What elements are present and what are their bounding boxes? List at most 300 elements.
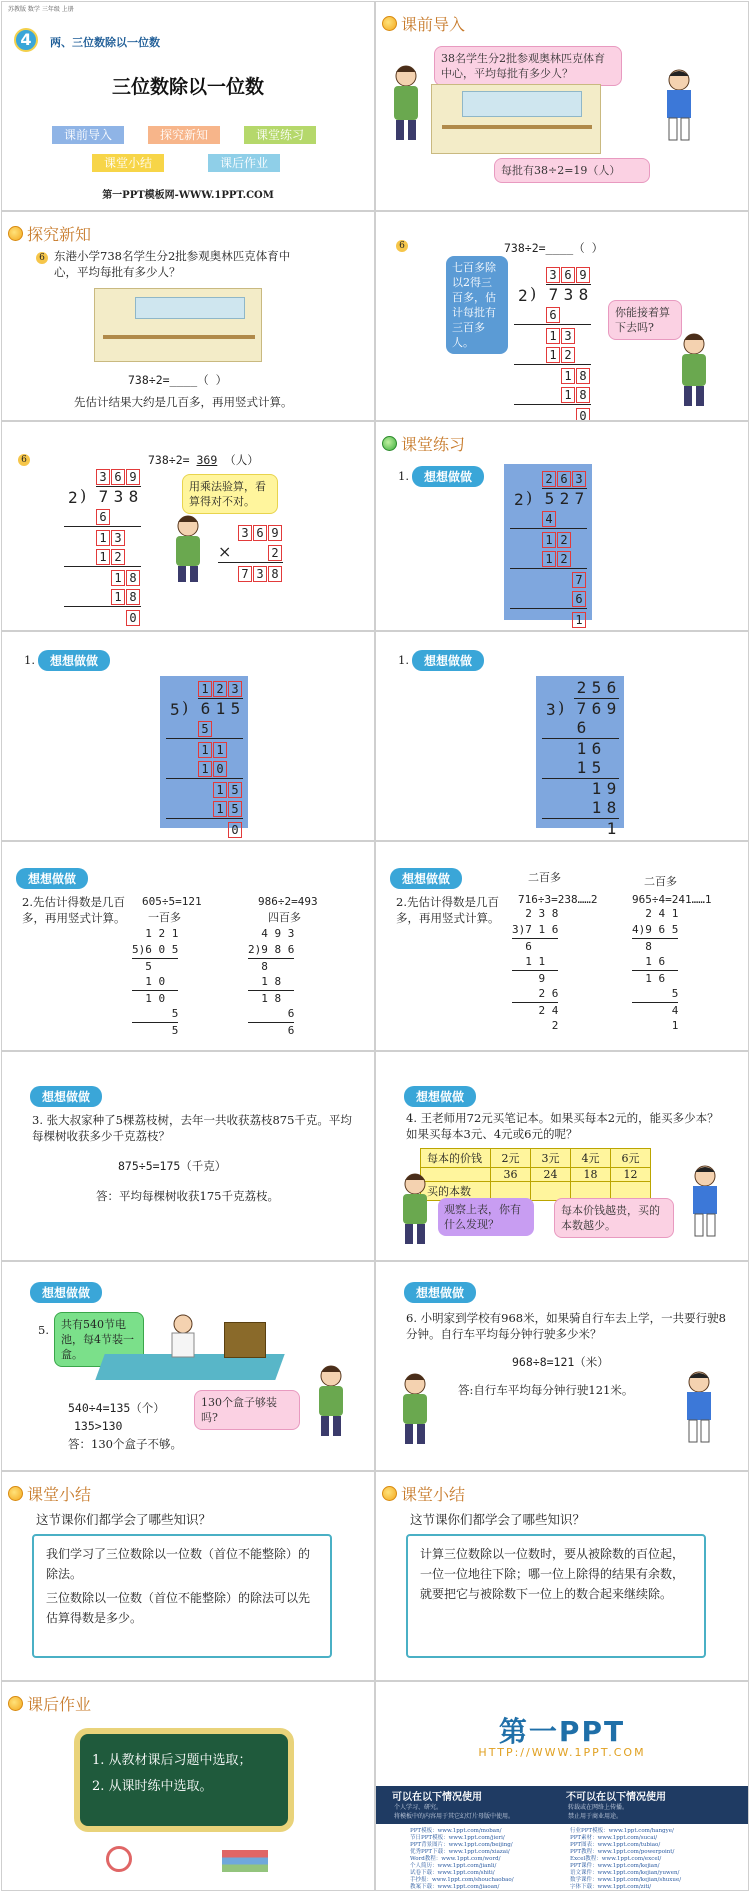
calc-row — [542, 798, 619, 818]
digit-box: 4 — [542, 511, 556, 527]
digit-box: 1 — [213, 801, 227, 817]
dividend-row — [64, 486, 141, 506]
slide-4-division — [375, 211, 749, 421]
dividend-row — [166, 698, 243, 718]
credit-link[interactable]: PPT课件：www.1ppt.com/kejian/ — [570, 1863, 660, 1869]
homework-item-2: 2. 从课时练中选取。 — [92, 1779, 213, 1794]
table-cell: 每本的价钱 — [421, 1149, 491, 1168]
long-division — [542, 678, 619, 838]
slide-5-check — [1, 421, 375, 631]
digit-box: 2 — [561, 347, 575, 363]
slide-16-summary — [375, 1471, 749, 1681]
nav-item-summary[interactable]: 课堂小结 — [92, 154, 164, 172]
digit-box: 7 — [238, 566, 252, 582]
equation — [148, 452, 259, 468]
boy-figure — [682, 1368, 716, 1444]
digit: 6 — [591, 739, 602, 758]
section-heading — [8, 222, 91, 245]
digit-box: 1 — [561, 368, 575, 384]
digit-box: 0 — [126, 610, 140, 626]
slide-3-explore — [1, 211, 375, 421]
calc-row — [510, 588, 587, 608]
section-heading — [382, 1482, 465, 1505]
cannot-use-item-1: 转载或在网络上传播。 — [568, 1804, 629, 1811]
nav-item-intro[interactable]: 课前导入 — [52, 126, 124, 144]
digit-box: 3 — [253, 566, 267, 582]
teacher-figure — [314, 1362, 348, 1438]
think-do-tag: 想想做做 — [38, 650, 110, 671]
calc-row — [64, 586, 141, 606]
calc-row — [64, 506, 141, 526]
digit-box: 1 — [198, 761, 212, 777]
digit-box: 6 — [96, 509, 110, 525]
digit-box: 6 — [253, 525, 267, 541]
credit-link[interactable]: PPT素材：www.1ppt.com/sucai/ — [570, 1835, 658, 1841]
calc-row — [514, 384, 591, 404]
teacher-figure — [398, 1370, 432, 1446]
calc-line: 8 — [248, 958, 294, 974]
calc-line: 1 — [632, 1019, 679, 1032]
digit: 1 — [591, 779, 602, 798]
times-sign: × — [218, 542, 232, 561]
section-heading — [382, 432, 465, 455]
division-bracket: ) — [80, 486, 87, 505]
finding-bubble: 每本价钱越贵，买的本数越少。 — [554, 1198, 674, 1238]
nav-item-practice[interactable]: 课堂练习 — [244, 126, 316, 144]
table-cell: 2元 — [491, 1149, 531, 1168]
calc-row — [514, 344, 591, 364]
equation-lhs: 738÷2= — [148, 453, 190, 467]
calc-row — [166, 738, 243, 758]
teacher-figure — [676, 330, 712, 408]
digit-box: 1 — [561, 387, 575, 403]
digit-box: 1 — [546, 347, 560, 363]
slide-7-practice — [1, 631, 375, 841]
equation: 738÷2=____（ ） — [504, 241, 604, 255]
calc-row — [510, 568, 587, 588]
division-bracket: ) — [558, 698, 565, 717]
digit-box: 8 — [576, 368, 590, 384]
credit-link[interactable]: Word教程：www.1ppt.com/word/ — [410, 1856, 501, 1862]
can-use-item-2: 将模板中的内容用于其它幻灯片母版中使用。 — [394, 1813, 515, 1820]
vertical-calc-2 — [632, 906, 678, 1034]
check-bubble: 用乘法验算，看算得对不对。 — [182, 474, 278, 514]
calc-row — [542, 818, 619, 838]
calc-line-1: 540÷4=135（个） — [68, 1401, 165, 1415]
credit-link[interactable]: 行业PPT模板：www.1ppt.com/hangye/ — [570, 1828, 674, 1834]
logo: 第一PPT — [498, 1715, 626, 1748]
dividend-row — [514, 284, 591, 304]
site-credit[interactable]: 第一PPT模板网-WWW.1PPT.COM — [102, 190, 274, 201]
credit-link[interactable]: 字体下载：www.1ppt.com/ziti/ — [570, 1884, 652, 1890]
calc-line: 4 9 3 — [248, 927, 295, 940]
heading-text: 课堂小结 — [27, 1485, 92, 1504]
calc-row — [542, 678, 619, 698]
slide-6-practice — [375, 421, 749, 631]
slide-12-notebooks — [375, 1051, 749, 1261]
digit-box: 6 — [572, 591, 586, 607]
calc-row — [514, 364, 591, 384]
digit-box: 1 — [546, 328, 560, 344]
item-number: 1. — [398, 469, 409, 483]
equation-2: 965÷4=241……1 — [632, 893, 712, 906]
item-number: 1. — [24, 653, 35, 667]
digit-box: 3 — [111, 530, 125, 546]
can-use-title: 可以在以下情况使用 — [392, 1792, 482, 1803]
calc-line: 2 3 8 — [512, 907, 559, 920]
digit: 9 — [606, 699, 617, 718]
slide-11-lychee — [1, 1051, 375, 1261]
sun-icon — [382, 16, 397, 31]
digit-box: 6 — [111, 469, 125, 485]
digit-box: 1 — [198, 681, 212, 697]
museum-illustration — [94, 288, 262, 362]
calc-line: 5 — [132, 1007, 179, 1020]
vertical-calc-2 — [248, 926, 294, 1038]
chalkboard — [74, 1728, 294, 1832]
summary-paragraph-1: 计算三位数除以一位数时，要从被除数的百位起，一位一位地往下除；哪一位上除得的结果有余数，就要把它与被除数下一位上的数合起来继续除。 — [420, 1547, 685, 1601]
digit: 5 — [544, 489, 555, 508]
calc-row — [64, 526, 141, 546]
dividend-row — [542, 698, 619, 718]
price-table — [420, 1148, 651, 1201]
digit: 5 — [230, 699, 241, 718]
unit-number: 4 — [20, 30, 32, 49]
multiplier-row — [218, 542, 283, 562]
slide-18-credits — [375, 1681, 749, 1891]
digit: 5 — [591, 758, 602, 777]
calc-line: 1 0 — [132, 975, 166, 988]
calc-row — [166, 678, 243, 698]
table-row — [421, 1168, 651, 1182]
digit-box: 9 — [126, 469, 140, 485]
calc-row — [64, 546, 141, 566]
calc-line: 2 — [512, 1019, 559, 1032]
table-cell: 18 — [571, 1168, 611, 1182]
lesson-title: 三位数除以一位数 — [111, 76, 264, 98]
digit-box: 2 — [542, 471, 556, 487]
slide-1-title — [1, 1, 375, 211]
think-do-tag: 想想做做 — [16, 868, 88, 889]
digit-box: 6 — [546, 307, 560, 323]
links-left — [410, 1828, 514, 1891]
digit-box: 6 — [561, 267, 575, 283]
calc-line: 1 2 1 — [132, 927, 179, 940]
credit-link[interactable]: 手抄报：www.1ppt.com/shouchaobao/ — [410, 1877, 514, 1883]
calc-line-2: 135>130 — [74, 1419, 123, 1433]
digit: 7 — [574, 489, 585, 508]
cannot-use-item-2: 禁止用于商业用途。 — [568, 1813, 623, 1820]
calc-line: 1 1 — [512, 955, 546, 968]
answer: 答：130个盒子不够。 — [68, 1437, 182, 1451]
slide-10-estimate — [375, 841, 749, 1051]
summary-paragraph-1: 我们学习了三位数除以一位数（首位不能整除）的除法。 — [46, 1547, 311, 1581]
section-heading — [8, 1692, 91, 1715]
calc-row — [166, 818, 243, 838]
long-division — [510, 468, 587, 628]
digit-box: 3 — [96, 469, 110, 485]
divisor: 3 — [546, 700, 556, 719]
calc-row — [166, 798, 243, 818]
digit-box: 3 — [228, 681, 242, 697]
calc-row — [510, 548, 587, 568]
summary-note — [406, 1534, 706, 1658]
credit-link[interactable]: 节日PPT模板：www.1ppt.com/jieri/ — [410, 1835, 505, 1841]
calc-row — [514, 304, 591, 324]
think-do-tag: 想想做做 — [30, 1282, 102, 1303]
item-number: 5. — [38, 1323, 49, 1337]
cannot-use-title: 不可以在以下情况使用 — [566, 1792, 666, 1803]
think-do-tag: 想想做做 — [412, 650, 484, 671]
calc-row — [510, 608, 587, 628]
credit-link[interactable]: 数学课件：www.1ppt.com/kejian/shuxue/ — [570, 1877, 682, 1883]
division-bracket: ) — [526, 488, 533, 507]
multiplication-check — [218, 522, 283, 582]
problem-number: 6 — [36, 252, 48, 264]
digit-box: 1 — [198, 742, 212, 758]
calc-line: 2 6 — [512, 987, 559, 1000]
calc-line: 6 — [248, 1007, 295, 1020]
summary-question: 这节课你们都学会了哪些知识？ — [410, 1512, 586, 1527]
digit-box: 5 — [198, 721, 212, 737]
credit-link[interactable]: PPT教程：www.1ppt.com/powerpoint/ — [570, 1849, 675, 1855]
credit-link[interactable]: 语文课件：www.1ppt.com/kejian/yuwen/ — [570, 1870, 680, 1876]
digit: 7 — [576, 699, 587, 718]
slide-14-bicycle — [375, 1261, 749, 1471]
think-do-tag: 想想做做 — [404, 1282, 476, 1303]
digit-box: 2 — [557, 532, 571, 548]
digit-box: 1 — [542, 551, 556, 567]
digit: 6 — [576, 718, 587, 737]
estimate-bubble: 七百多除以2得三百多，估计每批有三百多人。 — [446, 256, 508, 354]
question-bubble: 38名学生分2批参观奥林匹克体育中心，平均每批有多少人？ — [434, 46, 622, 86]
credit-link[interactable]: PPT模板：www.1ppt.com/moban/ — [410, 1828, 502, 1834]
long-division — [166, 678, 243, 838]
boy-figure — [661, 66, 697, 142]
digit: 2 — [576, 678, 587, 697]
digit: 1 — [591, 798, 602, 817]
credit-link[interactable]: PPT图表：www.1ppt.com/tubiao/ — [570, 1842, 661, 1848]
calc-line: 1 8 — [248, 975, 282, 988]
links-right — [570, 1828, 681, 1891]
license-panel — [376, 1786, 749, 1891]
credit-link[interactable]: 优秀PPT下载：www.1ppt.com/xiazai/ — [410, 1849, 510, 1855]
sun-icon — [382, 1486, 397, 1501]
nav-item-homework[interactable]: 课后作业 — [208, 154, 280, 172]
calc-row — [64, 566, 141, 586]
digit: 8 — [578, 285, 589, 304]
divisor: 5 — [170, 700, 180, 719]
problem-text: 6. 小明家到学校有968米，如果骑自行车去上学，一共要行驶8分钟。自行车平均每分钟行驶多少米？ — [406, 1311, 726, 1341]
digit-box: 1 — [111, 589, 125, 605]
can-use-item-1: 个人学习、研究。 — [394, 1804, 443, 1811]
digit: 3 — [563, 285, 574, 304]
calc-row — [166, 758, 243, 778]
calc-line: 1 0 — [132, 990, 178, 1006]
calc-row — [514, 264, 591, 284]
credit-link[interactable]: 个人简历：www.1ppt.com/jianli/ — [410, 1863, 497, 1869]
equation-2: 986÷2=493 — [258, 895, 318, 908]
digit: 2 — [559, 489, 570, 508]
digit-box: 3 — [572, 471, 586, 487]
division-bracket: ) — [182, 698, 189, 717]
digit: 1 — [576, 739, 587, 758]
section-heading — [382, 12, 465, 35]
calc-line: 6 — [512, 938, 558, 954]
calc-row — [166, 718, 243, 738]
estimate-2: 四百多 — [268, 911, 301, 924]
digit-box: 1 — [111, 570, 125, 586]
leaf-icon — [382, 436, 397, 451]
digit-box: 2 — [213, 681, 227, 697]
summary-question: 这节课你们都学会了哪些知识？ — [36, 1512, 212, 1527]
digit: 7 — [548, 285, 559, 304]
museum-illustration — [431, 84, 601, 154]
clock-icon — [106, 1846, 132, 1872]
calc-line: 5 — [132, 1024, 179, 1037]
calc-row — [542, 778, 619, 798]
digit-box: 1 — [572, 612, 586, 628]
calc-row — [218, 562, 283, 582]
problem-number: 6 — [18, 454, 30, 466]
calc-line: 8 — [632, 938, 678, 954]
slide-8-practice — [375, 631, 749, 841]
battery-box — [224, 1322, 266, 1358]
think-do-tag: 想想做做 — [404, 1086, 476, 1107]
digit-box: 2 — [268, 545, 282, 561]
calc-line: 2 4 1 — [632, 907, 679, 920]
think-do-tag: 想想做做 — [390, 868, 462, 889]
digit-box: 6 — [557, 471, 571, 487]
digit: 8 — [128, 487, 139, 506]
equation-1: 605÷5=121 — [142, 895, 202, 908]
calc-line: 1 8 — [248, 990, 294, 1006]
digit-box: 9 — [268, 525, 282, 541]
teacher-figure — [170, 512, 206, 584]
calc-row — [218, 522, 283, 542]
calc-row — [542, 718, 619, 738]
digit-box: 3 — [546, 267, 560, 283]
think-do-tag: 想想做做 — [412, 466, 484, 487]
digit: 9 — [606, 779, 617, 798]
estimation-tip: 先估计结果大约是几百多，再用竖式计算。 — [74, 395, 293, 409]
estimate-1: 一百多 — [148, 911, 181, 924]
digit: 1 — [606, 819, 617, 838]
digit: 5 — [591, 678, 602, 697]
calc-row — [510, 508, 587, 528]
digit-box: 8 — [126, 570, 140, 586]
homework-item-1: 1. 从教材课后习题中选取； — [92, 1753, 252, 1768]
credit-link[interactable]: 教案下载：www.1ppt.com/jiaoan/ — [410, 1884, 500, 1890]
heading-text: 探究新知 — [27, 225, 92, 244]
digit: 6 — [606, 678, 617, 697]
sun-icon — [8, 226, 23, 241]
top-header: 苏教版 数学 三年级 上册 — [8, 6, 74, 13]
slide-15-summary — [1, 1471, 375, 1681]
calc-row — [514, 404, 591, 421]
prompt-bubble: 你能接着算下去吗? — [608, 300, 682, 340]
equation-answer: 369 — [196, 453, 218, 467]
slide-2-intro — [375, 1, 749, 211]
table-cell: 12 — [611, 1168, 651, 1182]
calc-line: 2)9 8 6 — [248, 943, 295, 956]
answer: 答:自行车平均每分钟行驶121米。 — [458, 1383, 634, 1397]
calc-row — [166, 778, 243, 798]
problem-number: 6 — [396, 240, 408, 252]
digit: 1 — [215, 699, 226, 718]
observe-bubble: 观察上表，你有什么发现？ — [438, 1198, 534, 1236]
problem-text: 3. 张大叔家种了5棵荔枝树，去年一共收获荔枝875千克。平均每棵树收获多少千克荔枝？ — [32, 1113, 352, 1143]
digit-box: 3 — [238, 525, 252, 541]
equation: 875÷5=175（千克） — [118, 1159, 227, 1173]
estimate-2: 二百多 — [644, 875, 677, 888]
think-do-tag: 想想做做 — [30, 1086, 102, 1107]
credit-link[interactable]: Excel教程：www.1ppt.com/excel/ — [570, 1856, 662, 1862]
calc-row — [542, 738, 619, 758]
slide-17-homework — [1, 1681, 375, 1891]
digit-box: 3 — [561, 328, 575, 344]
boy-figure — [688, 1162, 722, 1238]
teacher-figure — [386, 62, 426, 142]
answer-bubble: 每批有38÷2=19（人） — [494, 158, 650, 183]
equation-unit: （人） — [224, 453, 259, 467]
digit-box: 8 — [576, 387, 590, 403]
digit: 8 — [606, 798, 617, 817]
nav-item-explore[interactable]: 探究新知 — [148, 126, 220, 144]
problem-text: 4. 王老师用72元买笔记本。如果买每本2元的，能买多少本？如果买每本3元、4元或6元的呢？ — [406, 1111, 719, 1141]
books-icon — [222, 1850, 268, 1872]
calc-line: 4)9 6 5 — [632, 923, 679, 936]
digit-box: 1 — [96, 530, 110, 546]
credit-link[interactable]: 试卷下载：www.1ppt.com/shiti/ — [410, 1870, 495, 1876]
division-bracket: ) — [530, 284, 537, 303]
calc-line: 9 — [512, 970, 558, 986]
calc-line: 2 4 — [512, 1004, 559, 1017]
heading-text: 课堂练习 — [401, 435, 466, 454]
table-cell: 6元 — [611, 1149, 651, 1168]
digit-box: 0 — [228, 822, 242, 838]
question-bubble: 130个盒子够装吗? — [194, 1390, 300, 1430]
slide-13-batteries — [1, 1261, 375, 1471]
digit-box: 7 — [572, 572, 586, 588]
digit-box: 1 — [213, 782, 227, 798]
digit-box: 0 — [576, 408, 590, 421]
digit: 3 — [113, 487, 124, 506]
digit-box: 1 — [96, 549, 110, 565]
calc-line: 5 — [132, 958, 178, 974]
credit-link[interactable]: PPT背景图片：www.1ppt.com/beijing/ — [410, 1842, 513, 1848]
digit-box: 9 — [576, 267, 590, 283]
task-text: 2.先估计得数是几百多，再用竖式计算。 — [396, 895, 500, 925]
calc-row — [64, 466, 141, 486]
divisor: 2 — [518, 286, 528, 305]
item-number: 1. — [398, 653, 409, 667]
task-text: 2.先估计得数是几百多，再用竖式计算。 — [22, 895, 126, 925]
heading-text: 课后作业 — [27, 1695, 92, 1714]
logo-url: HTTP://WWW.1PPT.COM — [478, 1746, 646, 1759]
table-cell: 24 — [531, 1168, 571, 1182]
calc-line: 3)7 1 6 — [512, 923, 559, 936]
summary-note — [32, 1534, 332, 1658]
digit-box: 2 — [111, 549, 125, 565]
calc-line: 1 6 — [632, 970, 678, 986]
unit-badge — [14, 28, 38, 52]
calc-line: 5 — [632, 987, 679, 1000]
table-cell: 4元 — [571, 1149, 611, 1168]
vertical-calc-1 — [512, 906, 558, 1034]
long-division — [514, 264, 591, 421]
worker-figure — [168, 1312, 198, 1358]
